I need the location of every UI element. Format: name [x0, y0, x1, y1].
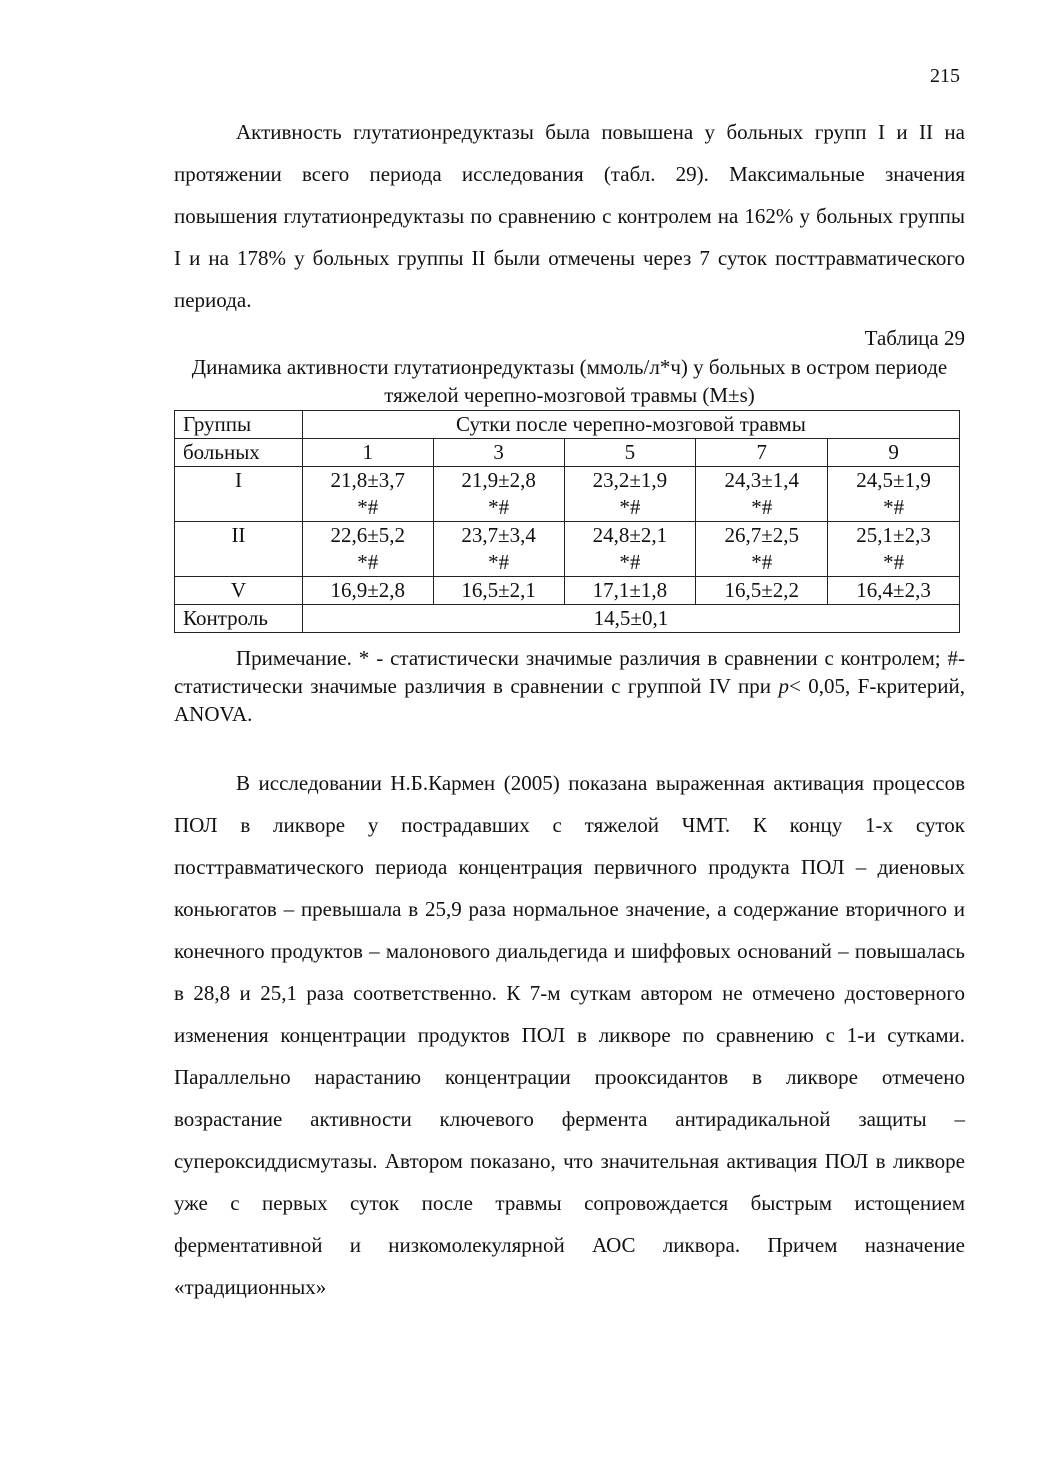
- significance-mark: *#: [751, 495, 773, 519]
- value-cell: [302, 522, 433, 577]
- header-row-1: [175, 411, 960, 439]
- value-cell: 16,4±2,3: [828, 577, 960, 605]
- significance-mark: *#: [619, 550, 641, 574]
- significance-mark: *#: [488, 550, 510, 574]
- value-cell: [828, 522, 960, 577]
- group-cell: I: [175, 467, 303, 522]
- table-caption: Динамика активности глутатионредуктазы (ммоль/л*ч) у больных в остром периоде тяжелой черепно-мозговой травмы (M±s): [191, 355, 948, 407]
- value-cell: [302, 467, 433, 522]
- control-value-cell: 14,5±0,1: [302, 605, 959, 633]
- day-header: 9: [828, 439, 960, 467]
- value-cell: 17,1±1,8: [564, 577, 696, 605]
- value-cell: [564, 522, 696, 577]
- significance-mark: *#: [357, 495, 379, 519]
- note-text-before: Примечание. * - статистически значимые различия в сравнении с контролем; #- статистически значимые различия в сравнении с группой IV при: [174, 646, 965, 698]
- value-text: 22,6±5,2: [330, 523, 406, 547]
- day-header: 7: [696, 439, 828, 467]
- value-text: 24,8±2,1: [592, 523, 668, 547]
- paragraph-bottom: В исследовании Н.Б.Кармен (2005) показана выраженная активация процессов ПОЛ в ликворе у пострадавших с тяжелой ЧМТ. К концу 1-х суток посттравматического периода концентрация первичного продукта ПОЛ – диеновых коньюгатов – превышала в 25,9 раза нормальное значение, а содержание вторичного и конечного продуктов – малонового диальдегида и шиффовых оснований – повышалась в 28,8 и 25,1 раза соответственно. К 7-м суткам автором не отмечено достоверного изменения концентрации продуктов ПОЛ в ликворе по сравнению с 1-и сутками. Параллельно нарастанию концентрации прооксидантов в ликворе отмечено возрастание активности ключевого фермента антирадикальной защиты – супероксиддисмутазы. Автором показано, что значительная активация ПОЛ в ликворе уже с первых суток после травмы сопровождается быстрым истощением ферментативной и низкомолекулярной АОС ликвора. Причем назначение «традиционных»: [174, 771, 965, 1299]
- data-table: [174, 410, 960, 633]
- value-text: 26,7±2,5: [724, 523, 799, 547]
- header-group-cell-2: больных: [175, 439, 303, 467]
- table-note: [174, 644, 965, 728]
- table-row: [175, 522, 960, 577]
- value-text: 23,2±1,9: [592, 468, 668, 492]
- significance-mark: *#: [883, 550, 905, 574]
- value-text: 24,3±1,4: [724, 468, 799, 492]
- table-row: [175, 467, 960, 522]
- value-cell: 16,5±2,1: [433, 577, 564, 605]
- header-row-2: [175, 439, 960, 467]
- group-cell: V: [175, 577, 303, 605]
- value-cell: [696, 467, 828, 522]
- value-cell: 16,9±2,8: [302, 577, 433, 605]
- significance-mark: *#: [488, 495, 510, 519]
- value-cell: [828, 467, 960, 522]
- significance-mark: *#: [357, 550, 379, 574]
- control-label-cell: Контроль: [175, 605, 303, 633]
- value-cell: [433, 467, 564, 522]
- table-label: Таблица 29: [864, 326, 965, 350]
- value-cell: [696, 522, 828, 577]
- value-text: 21,9±2,8: [461, 468, 536, 492]
- value-text: 23,7±3,4: [461, 523, 536, 547]
- value-text: 21,8±3,7: [330, 468, 406, 492]
- day-header: 1: [302, 439, 433, 467]
- value-text: 24,5±1,9: [856, 468, 931, 492]
- day-header: 5: [564, 439, 696, 467]
- header-group-cell: Группы: [175, 411, 303, 439]
- significance-mark: *#: [883, 495, 905, 519]
- note-text-after: < 0,05, F-критерий, ANOVA.: [174, 674, 965, 726]
- paragraph-top: Активность глутатионредуктазы была повышена у больных групп I и II на протяжении всего периода исследования (табл. 29). Максимальные значения повышения глутатионредуктазы по сравнению с контролем на 162% у больных группы I и на 178% у больных группы II были отмечены через 7 суток посттравматического периода.: [174, 120, 965, 312]
- value-cell: [433, 522, 564, 577]
- value-cell: [564, 467, 696, 522]
- day-header: 3: [433, 439, 564, 467]
- page-number: 215: [930, 65, 960, 87]
- control-row: [175, 605, 960, 633]
- significance-mark: *#: [619, 495, 641, 519]
- table-row: [175, 577, 960, 605]
- value-text: 25,1±2,3: [856, 523, 931, 547]
- note-p-symbol: p: [778, 674, 789, 698]
- header-days-cell: Сутки после черепно-мозговой травмы: [302, 411, 959, 439]
- group-cell: II: [175, 522, 303, 577]
- value-cell: 16,5±2,2: [696, 577, 828, 605]
- significance-mark: *#: [751, 550, 773, 574]
